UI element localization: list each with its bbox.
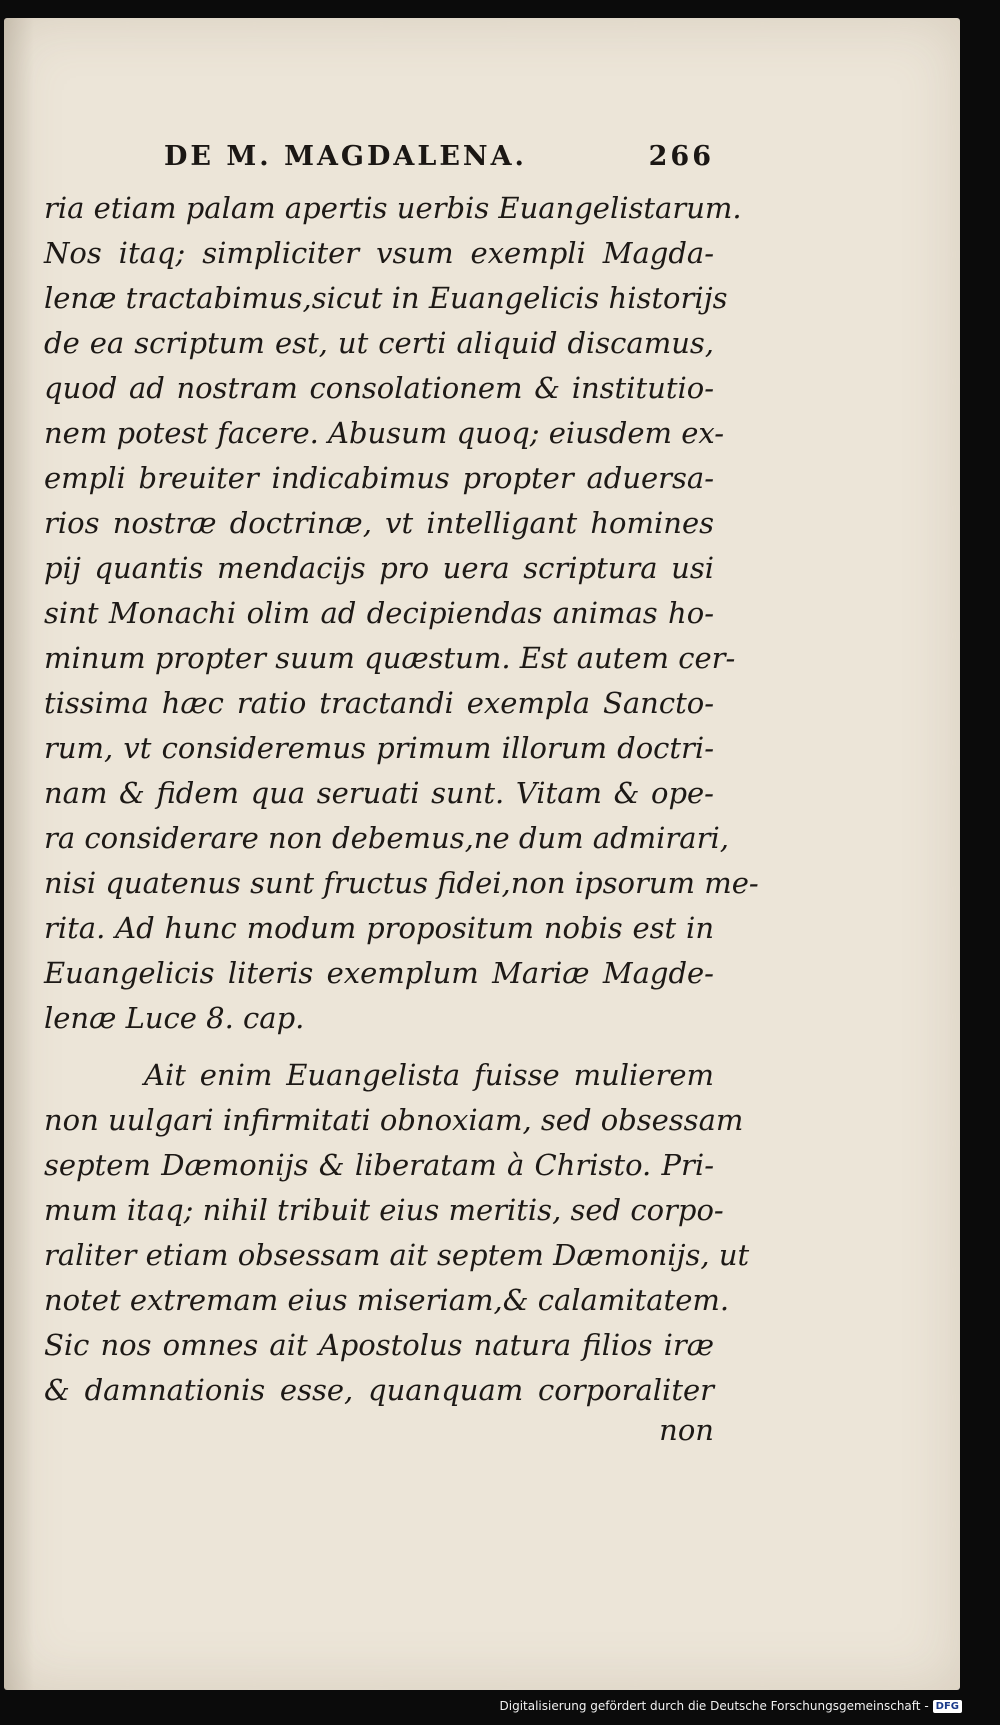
credit-text: Digitalisierung gefördert durch die Deutsche Forschungsgemeinschaft - (499, 1699, 929, 1713)
catchword-line (44, 1408, 714, 1453)
text-line: Sic nos omnes ait Apostolus natura filios iræ (44, 1328, 714, 1362)
text-line: raliter etiam obsessam ait septem Dæmonijs, ut (44, 1238, 750, 1272)
body-text (44, 186, 759, 1413)
text-line: nem potest facere. Abusum quoq; eiusdem ex- (44, 416, 724, 450)
text-line: Euangelicis literis exemplum Mariæ Magde- (44, 956, 714, 990)
dfg-logo-icon: DFG (933, 1700, 962, 1713)
page-number: 266 (648, 141, 714, 172)
text-line: ra considerare non debemus,ne dum admirari, (44, 821, 729, 855)
text-line: rum, vt consideremus primum illorum doctri- (44, 731, 714, 765)
text-line: de ea scriptum est, ut certi aliquid discamus, (44, 326, 714, 360)
text-line: rios nostræ doctrinæ, vt intelligant homines (44, 506, 714, 540)
text-line: pij quantis mendacijs pro uera scriptura usi (44, 551, 714, 585)
digitization-credit (500, 1699, 963, 1713)
text-line: sint Monachi olim ad decipiendas animas ho- (44, 596, 714, 630)
text-line: Nos itaq; simpliciter vsum exempli Magda- (44, 236, 714, 270)
text-line: lenæ Luce 8. cap. (44, 1001, 305, 1035)
text-line: septem Dæmonijs & liberatam à Christo. Pri- (44, 1148, 714, 1182)
text-line: non uulgari infirmitati obnoxiam, sed obsessam (44, 1103, 744, 1137)
page-gutter-shadow (4, 18, 34, 1690)
text-line: mum itaq; nihil tribuit eius meritis, sed corpo- (44, 1193, 724, 1227)
text-line: tissima hæc ratio tractandi exempla Sancto- (44, 686, 714, 720)
text-line: quod ad nostram consolationem & institutio- (44, 371, 714, 405)
text-line: Ait enim Euangelista fuisse mulierem (144, 1058, 714, 1092)
book-page (4, 18, 960, 1690)
text-line: & damnationis esse, quanquam corporaliter (44, 1373, 714, 1407)
text-line: minum propter suum quæstum. Est autem cer- (44, 641, 736, 675)
text-line: empli breuiter indicabimus propter aduersa- (44, 461, 714, 495)
paragraph-gap (44, 1041, 714, 1053)
text-line: rita. Ad hunc modum propositum nobis est in (44, 911, 714, 945)
page-header (44, 141, 714, 181)
text-line: lenæ tractabimus,sicut in Euangelicis historijs (44, 281, 728, 315)
text-line: nisi quatenus sunt fructus fidei,non ipsorum me- (44, 866, 759, 900)
running-head: DE M. MAGDALENA. (164, 141, 527, 172)
text-line: notet extremam eius miseriam,& calamitatem. (44, 1283, 730, 1317)
text-line: ria etiam palam apertis uerbis Euangelistarum. (44, 191, 742, 225)
catchword: non (659, 1413, 714, 1447)
text-line: nam & fidem qua seruati sunt. Vitam & ope- (44, 776, 714, 810)
